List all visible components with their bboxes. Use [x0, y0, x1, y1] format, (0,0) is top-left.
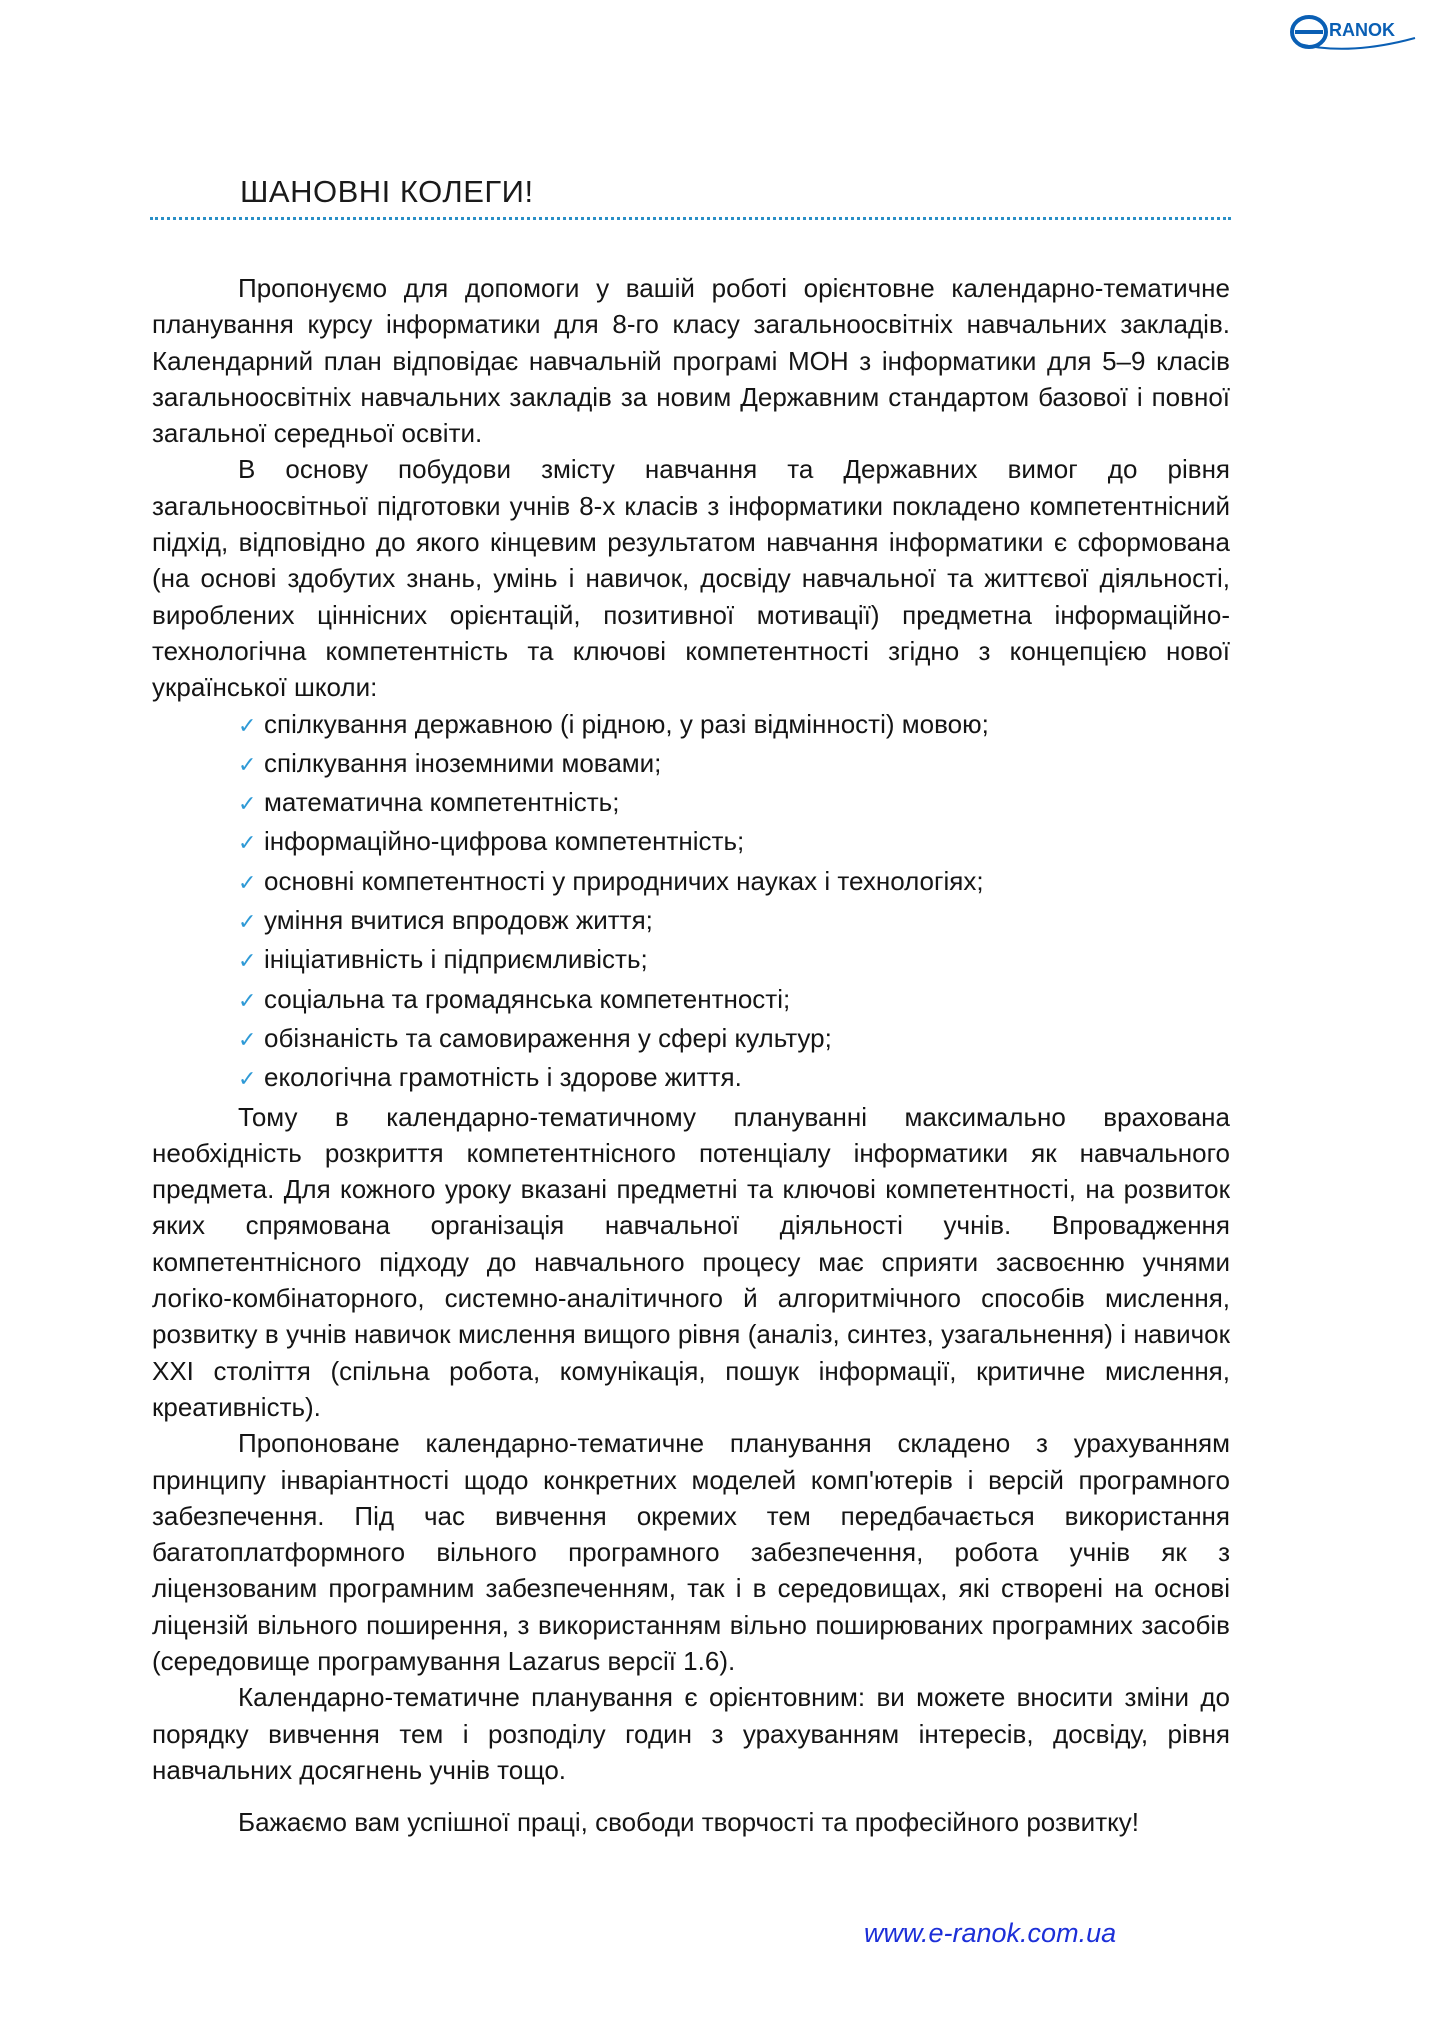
closing-paragraph: Бажаємо вам успішної праці, свободи творчості та професійного розвитку! — [238, 1807, 1139, 1838]
list-item-text: обізнаність та самовираження у сфері культур; — [264, 1022, 832, 1053]
checkmark-icon: ✓ — [238, 910, 257, 936]
list-item-text: спілкування державною (і рідною, у разі відмінності) мовою; — [264, 708, 989, 739]
page-heading: ШАНОВНІ КОЛЕГИ! — [240, 174, 534, 209]
list-item — [238, 1059, 1230, 1098]
list-item — [238, 941, 1230, 980]
logo-wordmark: RANOK — [1329, 20, 1395, 40]
website-link[interactable]: www.e-ranok.com.ua — [864, 1918, 1117, 1948]
intro-paragraph: Пропонуємо для допомоги у вашій роботі орієнтовне календарно-тематичне планування курсу інформатики для 8-го класу загальноосвітніх навчальних закладів. Календарний план відповідає навчальній програмі МОН з інформатики для 5–9 класів загальноосвітніх навчальних закладів за новим Державним стандартом базової і повної загальної середньої освіти. — [152, 273, 1230, 449]
e-ranok-logo — [1289, 8, 1419, 52]
list-item-text: уміння вчитися впродовж життя; — [264, 905, 653, 936]
competencies-list — [152, 706, 1230, 1099]
list-item — [238, 1020, 1230, 1059]
list-item — [238, 981, 1230, 1020]
approach-paragraph: В основу побудови змісту навчання та Державних вимог до рівня загальноосвітньої підготовки учнів 8-х класів з інформатики покладено компетентнісний підхід, відповідно до якого кінцевим результатом навчання інформатики є сформована (на основі здобутих знань, умінь і навичок, досвіду навчальної та життєвої діяльності, вироблених ціннісних орієнтацій, позитивної мотивації) предметна інформаційно-технологічна компетентність та ключові компетентності згідно з концепцією нової української школи: — [152, 454, 1230, 703]
list-item — [238, 706, 1230, 745]
e-ranok-logo-graphic — [1289, 8, 1419, 52]
list-item-text: соціальна та громадянська компетентності; — [264, 983, 791, 1014]
checkmark-icon: ✓ — [238, 988, 257, 1014]
list-item-text: інформаційно-цифрова компетентність; — [264, 826, 745, 857]
list-item — [238, 745, 1230, 784]
orientation-paragraph: Календарно-тематичне планування є орієнтовним: ви можете вносити зміни до порядку вивчення тем і розподілу годин з урахуванням інтересів, досвіду, рівня навчальних досягнень учнів тощо. — [152, 1682, 1230, 1785]
list-item — [238, 823, 1230, 862]
checkmark-icon: ✓ — [238, 713, 257, 739]
checkmark-icon: ✓ — [238, 831, 257, 857]
checkmark-icon: ✓ — [238, 1027, 257, 1053]
list-item-text: математична компетентність; — [264, 787, 620, 818]
list-item-text: екологічна грамотність і здорове життя. — [264, 1062, 742, 1093]
invariance-paragraph: Пропоноване календарно-тематичне планування складено з урахуванням принципу інваріантності щодо конкретних моделей комп'ютерів і версій програмного забезпечення. Під час вивчення окремих тем передбачається використання багатоплатформного вільного програмного забезпечення, робота учнів як з ліцензованим програмним забезпеченням, так і в середовищах, які створені на основі ліцензій вільного поширення, з використанням вільно поширюваних програмних засобів (середовище програмування Lazarus версії 1.6). — [152, 1428, 1230, 1676]
checkmark-icon: ✓ — [238, 752, 257, 778]
planning-paragraph: Тому в календарно-тематичному плануванні максимально врахована необхідність розкриття компетентнісного потенціалу інформатики як навчального предмета. Для кожного уроку вказані предметні та ключові компетентності, на розвиток яких спрямована організація навчальної діяльності учнів. Впровадження компетентнісного підходу до навчального процесу має сприяти засвоєнню учнями логіко-комбінаторного, системно-аналітичного й алгоритмічного способів мислення, розвитку в учнів навичок мислення вищого рівня (аналіз, синтез, узагальнення) і навичок XXI століття (спільна робота, комунікація, пошук інформації, критичне мислення, креативність). — [152, 1101, 1230, 1422]
heading-dotted-divider — [150, 217, 1231, 220]
list-item-text: спілкування іноземними мовами; — [264, 747, 662, 778]
list-item — [238, 784, 1230, 823]
checkmark-icon: ✓ — [238, 1067, 257, 1093]
list-item-text: основні компетентності у природничих науках і технологіях; — [264, 865, 984, 896]
list-item-text: ініціативність і підприємливість; — [264, 944, 648, 975]
list-item — [238, 902, 1230, 941]
checkmark-icon: ✓ — [238, 949, 257, 975]
checkmark-icon: ✓ — [238, 792, 257, 818]
checkmark-icon: ✓ — [238, 870, 257, 896]
list-item — [238, 863, 1230, 902]
letter-body — [152, 270, 1230, 1840]
